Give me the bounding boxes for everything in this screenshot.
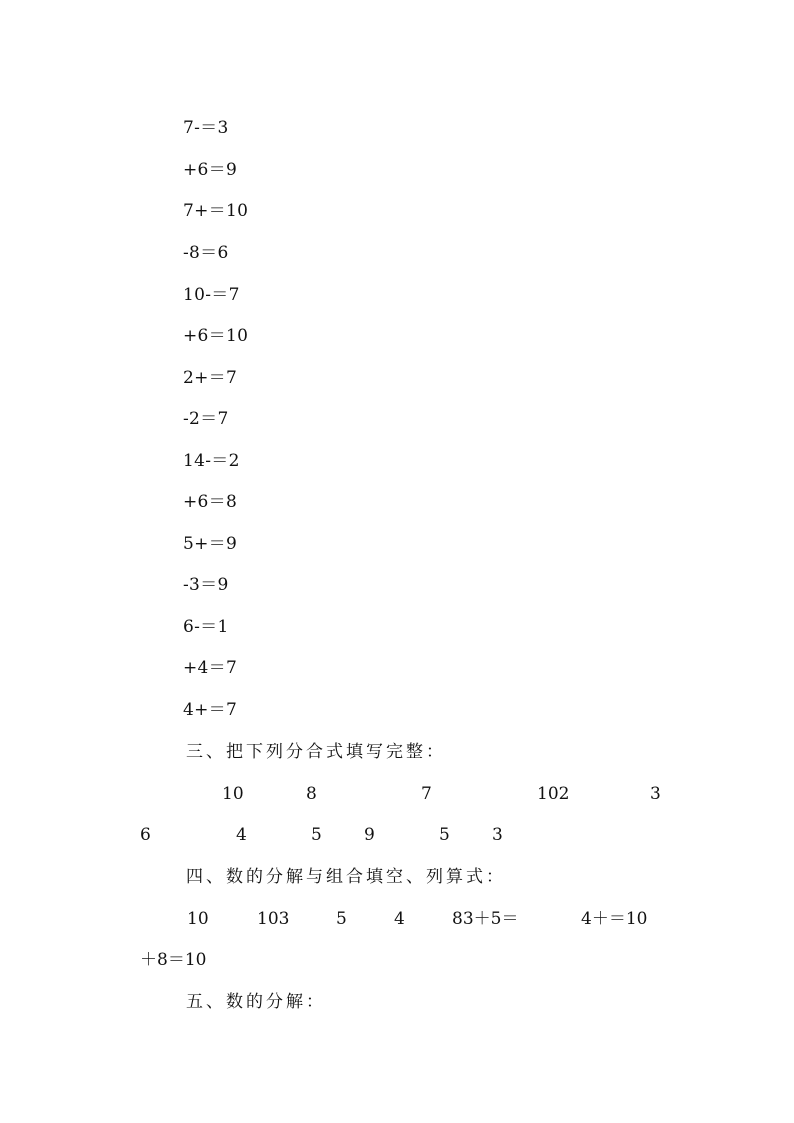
equation-line: +4＝7 bbox=[183, 658, 238, 678]
equation-line: 14-＝2 bbox=[183, 451, 240, 471]
fill-number: 4 bbox=[236, 825, 247, 845]
equation-line: 10-＝7 bbox=[183, 285, 240, 305]
equation-line: -3＝9 bbox=[183, 575, 229, 595]
fill-number: 103 bbox=[257, 909, 290, 929]
fill-number: 5 bbox=[439, 825, 450, 845]
equation-line: 4+＝7 bbox=[183, 700, 238, 720]
fill-number: 10 bbox=[222, 784, 244, 804]
equation-line: +6＝9 bbox=[183, 160, 238, 180]
equation-line: 5+＝9 bbox=[183, 534, 238, 554]
section-4-heading: 四、数的分解与组合填空、列算式： bbox=[186, 867, 506, 887]
equation-line: -2＝7 bbox=[183, 409, 229, 429]
fill-number: 9 bbox=[364, 825, 375, 845]
fill-number: 5 bbox=[336, 909, 347, 929]
fill-number: 3 bbox=[492, 825, 503, 845]
fill-expression: 4＋＝10 bbox=[581, 909, 648, 929]
fill-expression: ＋8＝10 bbox=[140, 950, 207, 970]
section-3-heading: 三、把下列分合式填写完整： bbox=[186, 742, 446, 762]
equation-line: -8＝6 bbox=[183, 243, 229, 263]
fill-number: 6 bbox=[140, 825, 151, 845]
fill-number: 5 bbox=[311, 825, 322, 845]
fill-number: 7 bbox=[421, 784, 432, 804]
equation-line: 6-＝1 bbox=[183, 617, 229, 637]
fill-number: 10 bbox=[187, 909, 209, 929]
equation-line: +6＝8 bbox=[183, 492, 238, 512]
fill-number: 4 bbox=[394, 909, 405, 929]
equation-line: 7+＝10 bbox=[183, 201, 249, 221]
section-5-heading: 五、数的分解： bbox=[186, 992, 326, 1012]
equation-line: +6＝10 bbox=[183, 326, 249, 346]
equation-line: 7-＝3 bbox=[183, 118, 229, 138]
fill-number: 8 bbox=[306, 784, 317, 804]
equation-line: 2+＝7 bbox=[183, 368, 238, 388]
fill-number: 102 bbox=[537, 784, 570, 804]
fill-number: 3 bbox=[650, 784, 661, 804]
fill-expression: 83＋5＝ bbox=[452, 909, 519, 929]
